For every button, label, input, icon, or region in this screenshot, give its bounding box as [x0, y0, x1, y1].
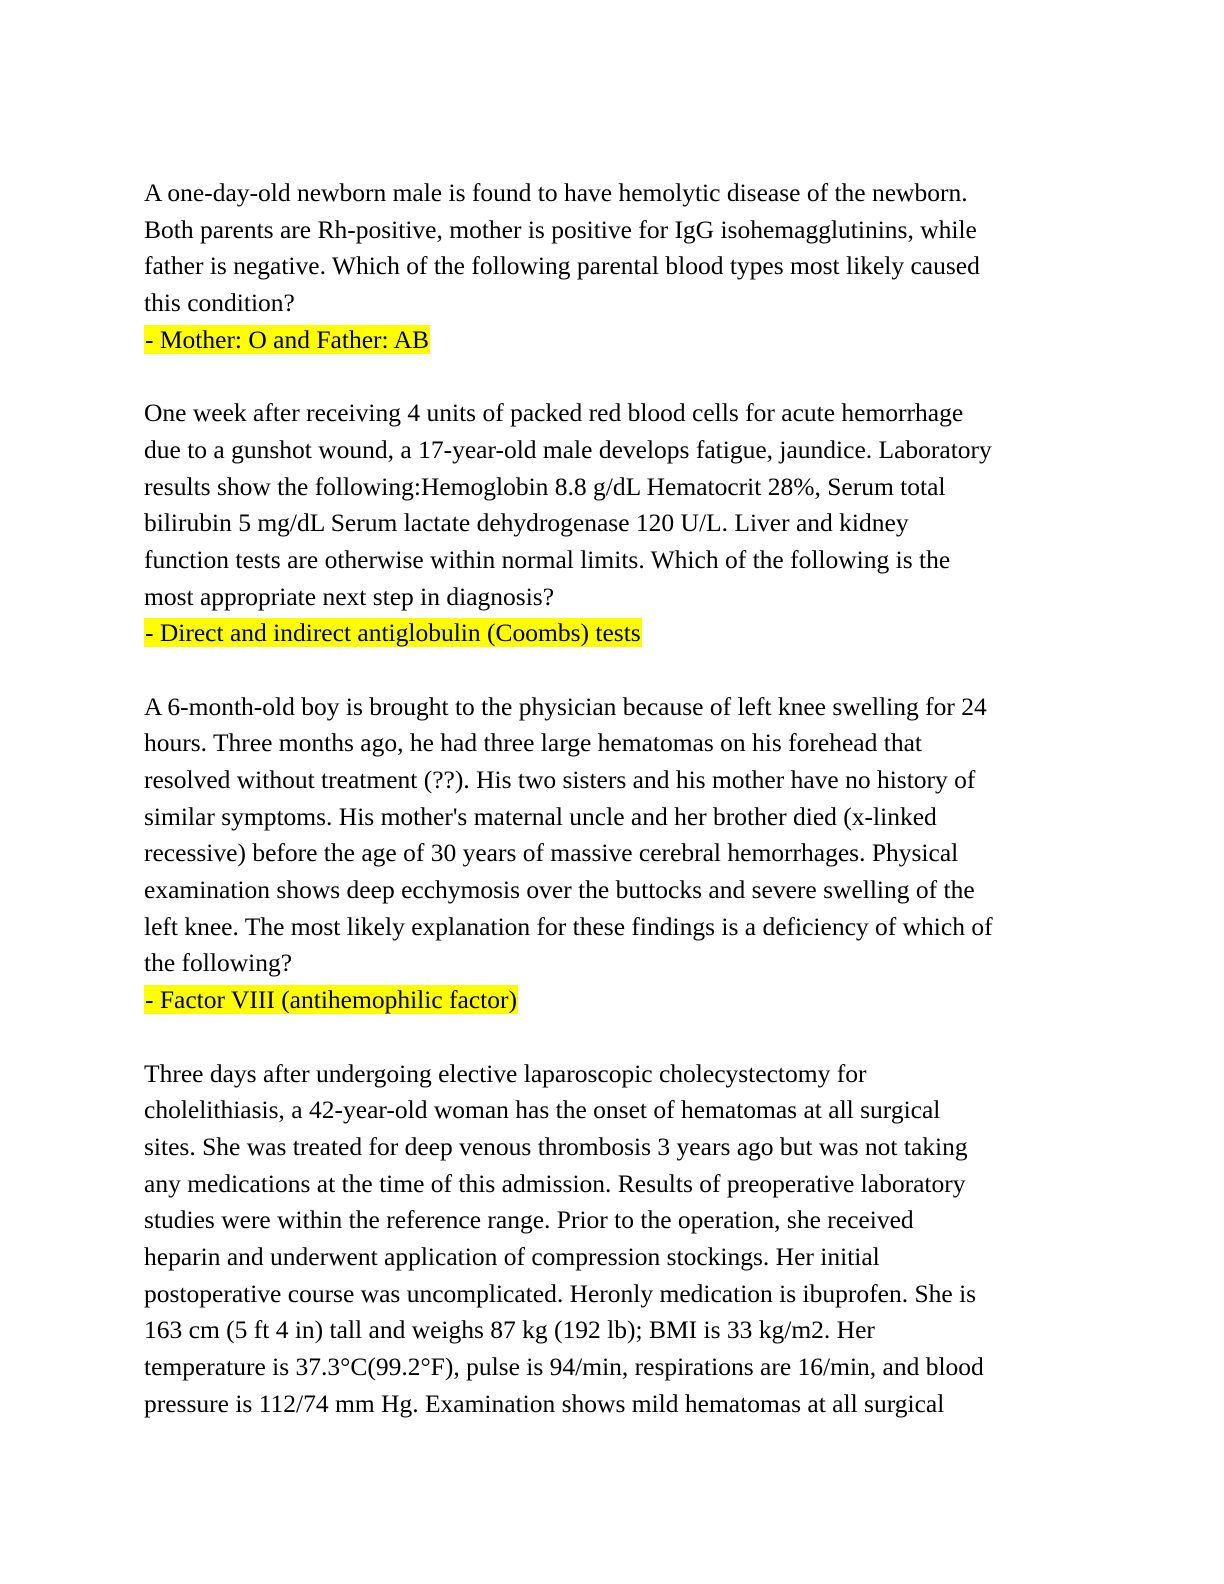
- question-text-line: any medications at the time of this admission. Results of preoperative laboratory: [144, 1168, 966, 1198]
- question-text-line: Both parents are Rh-positive, mother is positive for IgG isohemagglutinins, while: [144, 214, 977, 244]
- question-text-line: similar symptoms. His mother's maternal uncle and her brother died (x-linked: [144, 801, 937, 831]
- question-text-line: pressure is 112/74 mm Hg. Examination shows mild hematomas at all surgical: [144, 1388, 945, 1418]
- question-text-line: the following?: [144, 948, 293, 978]
- paragraph-gap: [144, 652, 1084, 689]
- paragraph-gap: [144, 1019, 1084, 1056]
- question-text-line: Three days after undergoing elective laparoscopic cholecystectomy for: [144, 1058, 867, 1088]
- question-text-line: 163 cm (5 ft 4 in) tall and weighs 87 kg (192 lb); BMI is 33 kg/m2. Her: [144, 1315, 875, 1345]
- question-text-line: this condition?: [144, 288, 295, 318]
- question-text-line: most appropriate next step in diagnosis?: [144, 581, 555, 611]
- question-text-line: sites. She was treated for deep venous thrombosis 3 years ago but was not taking: [144, 1131, 968, 1161]
- question-text-line: recessive) before the age of 30 years of massive cerebral hemorrhages. Physical: [144, 838, 959, 868]
- question-text-line: cholelithiasis, a 42-year-old woman has the onset of hematomas at all surgical: [144, 1095, 941, 1125]
- question-text-line: due to a gunshot wound, a 17-year-old male develops fatigue, jaundice. Laboratory: [144, 434, 992, 464]
- question-text-line: left knee. The most likely explanation for these findings is a deficiency of which of: [144, 911, 993, 941]
- question-text-line: bilirubin 5 mg/dL Serum lactate dehydrogenase 120 U/L. Liver and kidney: [144, 508, 909, 538]
- answer-line: [144, 322, 1084, 359]
- question-text-line: One week after receiving 4 units of packed red blood cells for acute hemorrhage: [144, 398, 964, 428]
- paragraph-gap: [144, 358, 1084, 395]
- question-text-line: postoperative course was uncomplicated. Heronly medication is ibuprofen. She is: [144, 1278, 977, 1308]
- question-text-line: results show the following:Hemoglobin 8.8 g/dL Hematocrit 28%, Serum total: [144, 471, 946, 501]
- question-text-line: A one-day-old newborn male is found to have hemolytic disease of the newborn.: [144, 178, 968, 207]
- question-text-line: examination shows deep ecchymosis over the buttocks and severe swelling of the: [144, 875, 975, 905]
- highlighted-answer: - Factor VIII (antihemophilic factor): [145, 985, 517, 1015]
- question-text-line: resolved without treatment (??). His two sisters and his mother have no history of: [144, 765, 976, 794]
- answer-line: [144, 982, 1084, 1019]
- question-text-line: studies were within the reference range. Prior to the operation, she received: [144, 1205, 914, 1235]
- question-text-line: A 6-month-old boy is brought to the physician because of left knee swelling for 24: [144, 691, 987, 721]
- question-text-line: heparin and underwent application of compression stockings. Her initial: [144, 1241, 880, 1271]
- question-1: [144, 175, 1084, 358]
- document-body: [144, 175, 1084, 1422]
- question-text-line: father is negative. Which of the following parental blood types most likely caused: [144, 251, 980, 281]
- question-text-line: hours. Three months ago, he had three large hematomas on his forehead that: [144, 728, 922, 758]
- highlighted-answer: - Direct and indirect antiglobulin (Coombs) tests: [145, 618, 641, 648]
- question-text-line: temperature is 37.3°C(99.2°F), pulse is 94/min, respirations are 16/min, and blood: [144, 1352, 984, 1381]
- question-2: [144, 395, 1084, 652]
- question-text-line: function tests are otherwise within normal limits. Which of the following is the: [144, 544, 951, 574]
- highlighted-answer: - Mother: O and Father: AB: [145, 324, 429, 354]
- answer-line: [144, 615, 1084, 652]
- question-4: [144, 1056, 1084, 1423]
- question-3: [144, 689, 1084, 1019]
